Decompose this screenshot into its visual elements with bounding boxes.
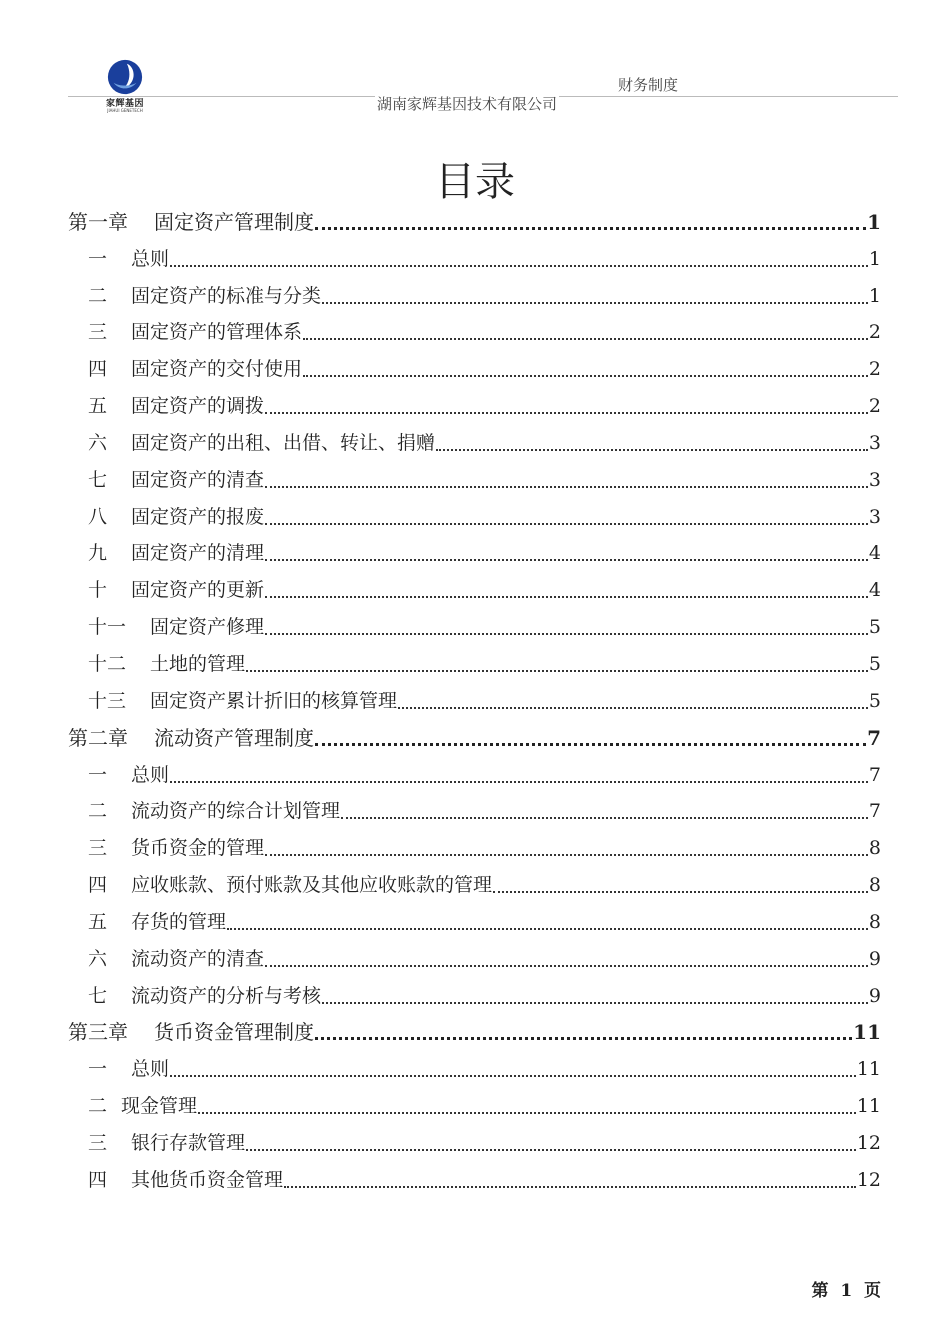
toc-section-entry[interactable] [68,350,881,387]
toc-entry-number: 八 [88,505,108,528]
toc-page-number: 1 [868,284,881,307]
header-company-name: 湖南家辉基因技术有限公司 [377,95,558,113]
toc-entry-number: 三 [88,321,108,344]
toc-page-number: 5 [868,652,881,675]
toc-page-number: 8 [868,910,881,933]
toc-entry-number: 一 [88,1058,108,1081]
toc-dot-leader [303,375,868,377]
toc-entry-number: 十 [88,579,108,602]
toc-page-number: 11 [853,1020,881,1045]
toc-page-number: 3 [868,505,881,528]
toc-entry-title: 流动资产的分析与考核 [131,984,322,1007]
toc-entry-title: 总则 [131,763,170,786]
toc-dot-leader [284,1186,856,1188]
toc-entry-title: 固定资产的出租、出借、转让、捐赠 [131,431,436,454]
toc-section-entry[interactable] [68,1124,881,1161]
toc-page-number: 2 [868,395,881,418]
toc-entry-number: 三 [88,837,108,860]
toc-page-number: 9 [868,947,881,970]
toc-section-entry[interactable] [68,645,881,682]
toc-entry-title: 固定资产的标准与分类 [131,284,322,307]
toc-entry-number: 十三 [88,689,127,712]
toc-entry-number: 二 [88,1095,108,1118]
toc-dot-leader [341,817,868,819]
toc-page-number: 9 [868,984,881,1007]
toc-page-number: 11 [856,1095,881,1118]
toc-entry-number: 一 [88,763,108,786]
toc-entry-number: 四 [88,1168,108,1191]
toc-page-number: 1 [868,247,881,270]
toc-entry-number: 九 [88,542,108,565]
company-logo [100,56,150,114]
toc-section-entry[interactable] [68,682,881,719]
toc-page-number: 1 [867,209,881,234]
toc-section-entry[interactable] [68,829,881,866]
toc-entry-title: 固定资产的报废 [131,505,265,528]
toc-section-entry[interactable] [68,866,881,903]
toc-entry-title: 固定资产的交付使用 [131,358,303,381]
header-doc-type: 财务制度 [618,76,679,94]
toc-page-number: 2 [868,358,881,381]
toc-section-entry[interactable] [68,793,881,830]
toc-section-entry[interactable] [68,535,881,572]
toc-dot-leader [265,486,868,488]
table-of-contents [68,203,881,1198]
toc-entry-number: 七 [88,468,108,491]
toc-section-entry[interactable] [68,1087,881,1124]
toc-entry-number: 第三章 [68,1020,128,1045]
page-footer: 第 1 页 [811,1281,881,1301]
toc-entry-number: 四 [88,874,108,897]
toc-section-entry[interactable] [68,387,881,424]
toc-page-number: 5 [868,689,881,712]
toc-entry-number: 二 [88,284,108,307]
toc-dot-leader [265,854,868,856]
toc-entry-title: 银行存款管理 [131,1131,246,1154]
toc-section-entry[interactable] [68,571,881,608]
toc-section-entry[interactable] [68,1050,881,1087]
toc-entry-title: 货币资金的管理 [131,837,265,860]
toc-dot-leader [322,302,868,304]
toc-dot-leader [315,1037,852,1040]
toc-entry-title: 固定资产修理 [150,616,265,639]
toc-chapter-entry[interactable] [68,1014,881,1051]
toc-entry-number: 三 [88,1131,108,1154]
toc-page-number: 5 [868,616,881,639]
toc-entry-number: 七 [88,984,108,1007]
toc-entry-title: 现金管理 [121,1095,198,1118]
toc-dot-leader [436,449,868,451]
toc-page-number: 3 [868,468,881,491]
toc-entry-title: 固定资产的调拨 [131,395,265,418]
toc-section-entry[interactable] [68,903,881,940]
toc-entry-number: 五 [88,910,108,933]
toc-entry-number: 第二章 [68,725,128,750]
toc-dot-leader [265,596,868,598]
toc-dot-leader [265,559,868,561]
toc-entry-title: 固定资产累计折旧的核算管理 [150,689,398,712]
toc-dot-leader [227,928,868,930]
toc-section-entry[interactable] [68,424,881,461]
toc-dot-leader [493,891,868,893]
toc-section-entry[interactable] [68,1161,881,1198]
toc-page-number: 12 [856,1168,881,1191]
toc-dot-leader [322,1002,868,1004]
toc-entry-title: 流动资产管理制度 [154,725,314,750]
toc-dot-leader [246,670,868,672]
toc-dot-leader [315,743,866,746]
toc-dot-leader [170,1075,856,1077]
toc-page-number: 4 [868,542,881,565]
toc-section-entry[interactable] [68,277,881,314]
toc-chapter-entry[interactable] [68,203,881,240]
toc-section-entry[interactable] [68,461,881,498]
toc-section-entry[interactable] [68,240,881,277]
toc-entry-title: 流动资产的清查 [131,947,265,970]
toc-page-number: 8 [868,874,881,897]
toc-entry-number: 十一 [88,616,127,639]
toc-entry-number: 五 [88,395,108,418]
toc-dot-leader [303,338,868,340]
toc-dot-leader [265,523,868,525]
toc-entry-title: 固定资产的清查 [131,468,265,491]
toc-dot-leader [198,1112,856,1114]
toc-entry-title: 货币资金管理制度 [154,1020,314,1045]
toc-entry-title: 总则 [131,1058,170,1081]
toc-dot-leader [265,633,868,635]
toc-dot-leader [170,265,868,267]
toc-dot-leader [265,412,868,414]
toc-entry-title: 土地的管理 [150,652,246,675]
toc-entry-title: 总则 [131,247,170,270]
toc-entry-number: 一 [88,247,108,270]
toc-page-number: 7 [868,763,881,786]
toc-section-entry[interactable] [68,940,881,977]
page-title: 目录 [435,159,515,205]
toc-section-entry[interactable] [68,756,881,793]
logo-text: 家辉基因 [105,99,144,109]
toc-page-number: 3 [868,431,881,454]
toc-dot-leader [398,707,868,709]
toc-page-number: 11 [856,1058,881,1081]
toc-entry-title: 存货的管理 [131,910,227,933]
toc-entry-number: 四 [88,358,108,381]
toc-entry-title: 固定资产的管理体系 [131,321,303,344]
toc-chapter-entry[interactable] [68,719,881,756]
toc-entry-title: 固定资产管理制度 [154,209,314,234]
toc-entry-title: 其他货币资金管理 [131,1168,284,1191]
toc-entry-number: 六 [88,947,108,970]
toc-section-entry[interactable] [68,498,881,535]
toc-entry-title: 固定资产的清理 [131,542,265,565]
toc-page-number: 7 [867,725,881,750]
toc-entry-title: 流动资产的综合计划管理 [131,800,341,823]
toc-entry-title: 应收账款、预付账款及其他应收账款的管理 [131,874,493,897]
logo-subtext: JIAHUI GENETECH [107,108,143,113]
toc-dot-leader [170,781,868,783]
toc-dot-leader [265,965,868,967]
toc-section-entry[interactable] [68,314,881,351]
toc-page-number: 8 [868,837,881,860]
toc-entry-number: 第一章 [68,209,128,234]
toc-dot-leader [246,1149,856,1151]
toc-page-number: 2 [868,321,881,344]
toc-dot-leader [315,227,866,230]
toc-section-entry[interactable] [68,608,881,645]
toc-entry-title: 固定资产的更新 [131,579,265,602]
page-header [0,0,950,120]
toc-section-entry[interactable] [68,977,881,1014]
toc-page-number: 7 [868,800,881,823]
toc-page-number: 12 [856,1131,881,1154]
logo-moon-icon [106,58,144,96]
toc-entry-number: 十二 [88,652,127,675]
toc-entry-number: 六 [88,431,108,454]
toc-page-number: 4 [868,579,881,602]
toc-entry-number: 二 [88,800,108,823]
